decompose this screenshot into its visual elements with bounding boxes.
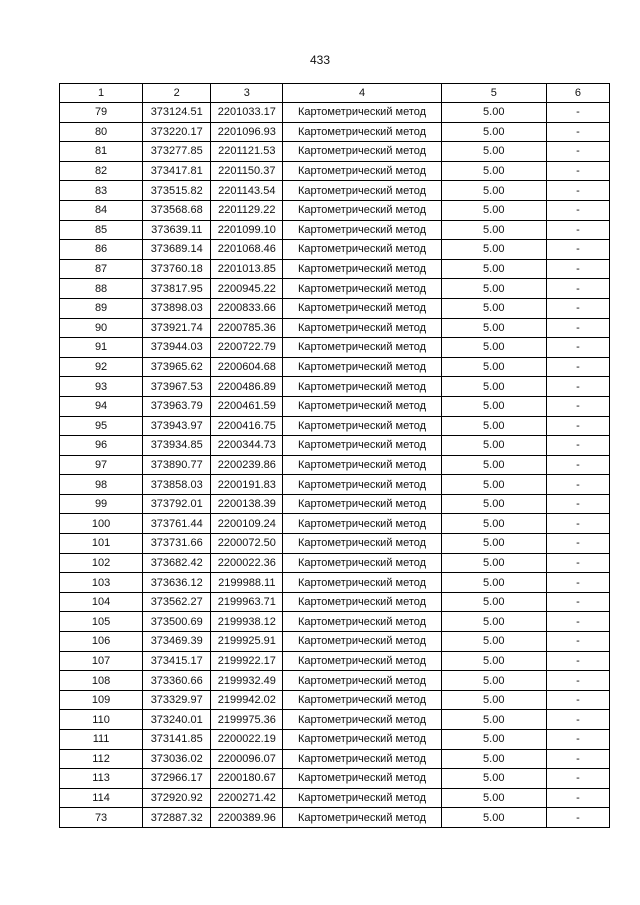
point-number-cell: 86 (60, 240, 143, 260)
table-row (60, 651, 610, 671)
point-number-cell: 80 (60, 122, 143, 142)
description-cell: - (546, 651, 609, 671)
point-number-cell: 91 (60, 338, 143, 358)
x-coordinate-cell: 373568.68 (143, 200, 211, 220)
x-coordinate-cell: 373636.12 (143, 573, 211, 593)
point-number-cell: 114 (60, 788, 143, 808)
accuracy-cell: 5.00 (441, 671, 546, 691)
method-cell: Картометрический метод (283, 612, 441, 632)
description-cell: - (546, 200, 609, 220)
y-coordinate-cell: 2199922.17 (211, 651, 283, 671)
y-coordinate-cell: 2200239.86 (211, 455, 283, 475)
point-number-cell: 88 (60, 279, 143, 299)
method-cell: Картометрический метод (283, 710, 441, 730)
table-row (60, 357, 610, 377)
description-cell: - (546, 142, 609, 162)
x-coordinate-cell: 372920.92 (143, 788, 211, 808)
x-coordinate-cell: 373277.85 (143, 142, 211, 162)
table-row (60, 769, 610, 789)
point-number-cell: 89 (60, 298, 143, 318)
description-cell: - (546, 592, 609, 612)
column-header: 5 (441, 84, 546, 103)
accuracy-cell: 5.00 (441, 357, 546, 377)
y-coordinate-cell: 2201143.54 (211, 181, 283, 201)
x-coordinate-cell: 373360.66 (143, 671, 211, 691)
accuracy-cell: 5.00 (441, 710, 546, 730)
point-number-cell: 111 (60, 730, 143, 750)
table-row (60, 220, 610, 240)
table-row (60, 534, 610, 554)
method-cell: Картометрический метод (283, 416, 441, 436)
method-cell: Картометрический метод (283, 142, 441, 162)
method-cell: Картометрический метод (283, 651, 441, 671)
method-cell: Картометрический метод (283, 514, 441, 534)
point-number-cell: 106 (60, 632, 143, 652)
accuracy-cell: 5.00 (441, 298, 546, 318)
table-row (60, 612, 610, 632)
table-row (60, 259, 610, 279)
method-cell: Картометрический метод (283, 122, 441, 142)
y-coordinate-cell: 2200416.75 (211, 416, 283, 436)
y-coordinate-cell: 2200096.07 (211, 749, 283, 769)
method-cell: Картометрический метод (283, 553, 441, 573)
point-number-cell: 87 (60, 259, 143, 279)
y-coordinate-cell: 2200271.42 (211, 788, 283, 808)
x-coordinate-cell: 373858.03 (143, 475, 211, 495)
y-coordinate-cell: 2201121.53 (211, 142, 283, 162)
description-cell: - (546, 338, 609, 358)
table-row (60, 514, 610, 534)
method-cell: Картометрический метод (283, 494, 441, 514)
method-cell: Картометрический метод (283, 259, 441, 279)
accuracy-cell: 5.00 (441, 475, 546, 495)
method-cell: Картометрический метод (283, 573, 441, 593)
y-coordinate-cell: 2200461.59 (211, 396, 283, 416)
description-cell: - (546, 808, 609, 828)
x-coordinate-cell: 373817.95 (143, 279, 211, 299)
point-number-cell: 79 (60, 103, 143, 123)
table-row (60, 808, 610, 828)
accuracy-cell: 5.00 (441, 573, 546, 593)
y-coordinate-cell: 2200180.67 (211, 769, 283, 789)
point-number-cell: 97 (60, 455, 143, 475)
y-coordinate-cell: 2201068.46 (211, 240, 283, 260)
table-row (60, 181, 610, 201)
y-coordinate-cell: 2201129.22 (211, 200, 283, 220)
table-row (60, 338, 610, 358)
accuracy-cell: 5.00 (441, 632, 546, 652)
x-coordinate-cell: 373682.42 (143, 553, 211, 573)
table-row (60, 475, 610, 495)
method-cell: Картометрический метод (283, 377, 441, 397)
method-cell: Картометрический метод (283, 357, 441, 377)
accuracy-cell: 5.00 (441, 338, 546, 358)
x-coordinate-cell: 373731.66 (143, 534, 211, 554)
y-coordinate-cell: 2201013.85 (211, 259, 283, 279)
x-coordinate-cell: 373890.77 (143, 455, 211, 475)
y-coordinate-cell: 2200191.83 (211, 475, 283, 495)
description-cell: - (546, 181, 609, 201)
x-coordinate-cell: 372966.17 (143, 769, 211, 789)
x-coordinate-cell: 373036.02 (143, 749, 211, 769)
accuracy-cell: 5.00 (441, 592, 546, 612)
table-row (60, 161, 610, 181)
point-number-cell: 90 (60, 318, 143, 338)
table-row (60, 142, 610, 162)
column-header: 6 (546, 84, 609, 103)
method-cell: Картометрический метод (283, 298, 441, 318)
y-coordinate-cell: 2199963.71 (211, 592, 283, 612)
table-row (60, 396, 610, 416)
description-cell: - (546, 220, 609, 240)
table-row (60, 671, 610, 691)
point-number-cell: 101 (60, 534, 143, 554)
method-cell: Картометрический метод (283, 181, 441, 201)
description-cell: - (546, 514, 609, 534)
y-coordinate-cell: 2200945.22 (211, 279, 283, 299)
point-number-cell: 110 (60, 710, 143, 730)
method-cell: Картометрический метод (283, 592, 441, 612)
y-coordinate-cell: 2201033.17 (211, 103, 283, 123)
accuracy-cell: 5.00 (441, 749, 546, 769)
description-cell: - (546, 279, 609, 299)
description-cell: - (546, 298, 609, 318)
table-row (60, 749, 610, 769)
description-cell: - (546, 416, 609, 436)
y-coordinate-cell: 2200785.36 (211, 318, 283, 338)
y-coordinate-cell: 2200072.50 (211, 534, 283, 554)
method-cell: Картометрический метод (283, 220, 441, 240)
method-cell: Картометрический метод (283, 671, 441, 691)
accuracy-cell: 5.00 (441, 259, 546, 279)
accuracy-cell: 5.00 (441, 808, 546, 828)
point-number-cell: 100 (60, 514, 143, 534)
table-row (60, 103, 610, 123)
description-cell: - (546, 534, 609, 554)
method-cell: Картометрический метод (283, 730, 441, 750)
y-coordinate-cell: 2199925.91 (211, 632, 283, 652)
point-number-cell: 102 (60, 553, 143, 573)
description-cell: - (546, 122, 609, 142)
column-header: 1 (60, 84, 143, 103)
accuracy-cell: 5.00 (441, 788, 546, 808)
accuracy-cell: 5.00 (441, 769, 546, 789)
y-coordinate-cell: 2200109.24 (211, 514, 283, 534)
table-row (60, 377, 610, 397)
table-row (60, 122, 610, 142)
accuracy-cell: 5.00 (441, 514, 546, 534)
table-row (60, 730, 610, 750)
point-number-cell: 112 (60, 749, 143, 769)
description-cell: - (546, 357, 609, 377)
x-coordinate-cell: 373943.97 (143, 416, 211, 436)
table-row (60, 494, 610, 514)
accuracy-cell: 5.00 (441, 436, 546, 456)
point-number-cell: 98 (60, 475, 143, 495)
accuracy-cell: 5.00 (441, 690, 546, 710)
accuracy-cell: 5.00 (441, 612, 546, 632)
x-coordinate-cell: 373921.74 (143, 318, 211, 338)
description-cell: - (546, 161, 609, 181)
description-cell: - (546, 749, 609, 769)
y-coordinate-cell: 2200138.39 (211, 494, 283, 514)
point-number-cell: 108 (60, 671, 143, 691)
accuracy-cell: 5.00 (441, 181, 546, 201)
table-header-row (60, 84, 610, 103)
point-number-cell: 94 (60, 396, 143, 416)
x-coordinate-cell: 373761.44 (143, 514, 211, 534)
description-cell: - (546, 455, 609, 475)
x-coordinate-cell: 373329.97 (143, 690, 211, 710)
method-cell: Картометрический метод (283, 808, 441, 828)
description-cell: - (546, 632, 609, 652)
x-coordinate-cell: 373760.18 (143, 259, 211, 279)
table-row (60, 690, 610, 710)
method-cell: Картометрический метод (283, 240, 441, 260)
point-number-cell: 93 (60, 377, 143, 397)
table-row (60, 573, 610, 593)
table-row (60, 710, 610, 730)
description-cell: - (546, 671, 609, 691)
point-number-cell: 96 (60, 436, 143, 456)
description-cell: - (546, 553, 609, 573)
method-cell: Картометрический метод (283, 161, 441, 181)
table-row (60, 436, 610, 456)
table-row (60, 298, 610, 318)
x-coordinate-cell: 373141.85 (143, 730, 211, 750)
description-cell: - (546, 573, 609, 593)
table-row (60, 592, 610, 612)
description-cell: - (546, 612, 609, 632)
y-coordinate-cell: 2200344.73 (211, 436, 283, 456)
method-cell: Картометрический метод (283, 279, 441, 299)
y-coordinate-cell: 2201096.93 (211, 122, 283, 142)
description-cell: - (546, 769, 609, 789)
y-coordinate-cell: 2199942.02 (211, 690, 283, 710)
accuracy-cell: 5.00 (441, 651, 546, 671)
method-cell: Картометрический метод (283, 769, 441, 789)
accuracy-cell: 5.00 (441, 377, 546, 397)
x-coordinate-cell: 373965.62 (143, 357, 211, 377)
description-cell: - (546, 690, 609, 710)
method-cell: Картометрический метод (283, 475, 441, 495)
y-coordinate-cell: 2200022.19 (211, 730, 283, 750)
point-number-cell: 84 (60, 200, 143, 220)
y-coordinate-cell: 2200604.68 (211, 357, 283, 377)
description-cell: - (546, 494, 609, 514)
accuracy-cell: 5.00 (441, 553, 546, 573)
x-coordinate-cell: 373124.51 (143, 103, 211, 123)
accuracy-cell: 5.00 (441, 200, 546, 220)
y-coordinate-cell: 2199988.11 (211, 573, 283, 593)
x-coordinate-cell: 373415.17 (143, 651, 211, 671)
y-coordinate-cell: 2201099.10 (211, 220, 283, 240)
accuracy-cell: 5.00 (441, 730, 546, 750)
accuracy-cell: 5.00 (441, 396, 546, 416)
method-cell: Картометрический метод (283, 396, 441, 416)
table-row (60, 455, 610, 475)
point-number-cell: 85 (60, 220, 143, 240)
accuracy-cell: 5.00 (441, 318, 546, 338)
point-number-cell: 105 (60, 612, 143, 632)
point-number-cell: 109 (60, 690, 143, 710)
accuracy-cell: 5.00 (441, 220, 546, 240)
table-row (60, 240, 610, 260)
description-cell: - (546, 103, 609, 123)
point-number-cell: 104 (60, 592, 143, 612)
accuracy-cell: 5.00 (441, 416, 546, 436)
accuracy-cell: 5.00 (441, 122, 546, 142)
x-coordinate-cell: 373562.27 (143, 592, 211, 612)
method-cell: Картометрический метод (283, 200, 441, 220)
column-header: 2 (143, 84, 211, 103)
description-cell: - (546, 788, 609, 808)
table-row (60, 318, 610, 338)
accuracy-cell: 5.00 (441, 142, 546, 162)
page-number: 433 (309, 53, 331, 67)
accuracy-cell: 5.00 (441, 103, 546, 123)
x-coordinate-cell: 373515.82 (143, 181, 211, 201)
x-coordinate-cell: 373967.53 (143, 377, 211, 397)
y-coordinate-cell: 2199938.12 (211, 612, 283, 632)
y-coordinate-cell: 2199975.36 (211, 710, 283, 730)
y-coordinate-cell: 2200389.96 (211, 808, 283, 828)
point-number-cell: 92 (60, 357, 143, 377)
method-cell: Картометрический метод (283, 788, 441, 808)
x-coordinate-cell: 373944.03 (143, 338, 211, 358)
point-number-cell: 95 (60, 416, 143, 436)
y-coordinate-cell: 2200486.89 (211, 377, 283, 397)
table-row (60, 416, 610, 436)
method-cell: Картометрический метод (283, 455, 441, 475)
accuracy-cell: 5.00 (441, 494, 546, 514)
description-cell: - (546, 259, 609, 279)
method-cell: Картометрический метод (283, 534, 441, 554)
description-cell: - (546, 730, 609, 750)
table-row (60, 553, 610, 573)
description-cell: - (546, 240, 609, 260)
method-cell: Картометрический метод (283, 103, 441, 123)
x-coordinate-cell: 373792.01 (143, 494, 211, 514)
point-number-cell: 107 (60, 651, 143, 671)
x-coordinate-cell: 373689.14 (143, 240, 211, 260)
x-coordinate-cell: 373500.69 (143, 612, 211, 632)
accuracy-cell: 5.00 (441, 161, 546, 181)
point-number-cell: 82 (60, 161, 143, 181)
y-coordinate-cell: 2200722.79 (211, 338, 283, 358)
x-coordinate-cell: 373934.85 (143, 436, 211, 456)
point-number-cell: 83 (60, 181, 143, 201)
point-number-cell: 81 (60, 142, 143, 162)
method-cell: Картометрический метод (283, 318, 441, 338)
x-coordinate-cell: 373220.17 (143, 122, 211, 142)
accuracy-cell: 5.00 (441, 455, 546, 475)
point-number-cell: 73 (60, 808, 143, 828)
accuracy-cell: 5.00 (441, 240, 546, 260)
description-cell: - (546, 318, 609, 338)
table-row (60, 200, 610, 220)
description-cell: - (546, 710, 609, 730)
method-cell: Картометрический метод (283, 632, 441, 652)
x-coordinate-cell: 373639.11 (143, 220, 211, 240)
method-cell: Картометрический метод (283, 749, 441, 769)
table-row (60, 788, 610, 808)
coordinates-table (59, 83, 610, 828)
y-coordinate-cell: 2200833.66 (211, 298, 283, 318)
column-header: 3 (211, 84, 283, 103)
column-header: 4 (283, 84, 441, 103)
point-number-cell: 99 (60, 494, 143, 514)
y-coordinate-cell: 2200022.36 (211, 553, 283, 573)
description-cell: - (546, 377, 609, 397)
description-cell: - (546, 475, 609, 495)
x-coordinate-cell: 373963.79 (143, 396, 211, 416)
x-coordinate-cell: 373417.81 (143, 161, 211, 181)
table-row (60, 279, 610, 299)
point-number-cell: 113 (60, 769, 143, 789)
x-coordinate-cell: 373898.03 (143, 298, 211, 318)
accuracy-cell: 5.00 (441, 534, 546, 554)
x-coordinate-cell: 372887.32 (143, 808, 211, 828)
method-cell: Картометрический метод (283, 690, 441, 710)
y-coordinate-cell: 2199932.49 (211, 671, 283, 691)
accuracy-cell: 5.00 (441, 279, 546, 299)
description-cell: - (546, 436, 609, 456)
point-number-cell: 103 (60, 573, 143, 593)
y-coordinate-cell: 2201150.37 (211, 161, 283, 181)
table-body (60, 103, 610, 828)
x-coordinate-cell: 373240.01 (143, 710, 211, 730)
method-cell: Картометрический метод (283, 338, 441, 358)
method-cell: Картометрический метод (283, 436, 441, 456)
description-cell: - (546, 396, 609, 416)
table-row (60, 632, 610, 652)
x-coordinate-cell: 373469.39 (143, 632, 211, 652)
